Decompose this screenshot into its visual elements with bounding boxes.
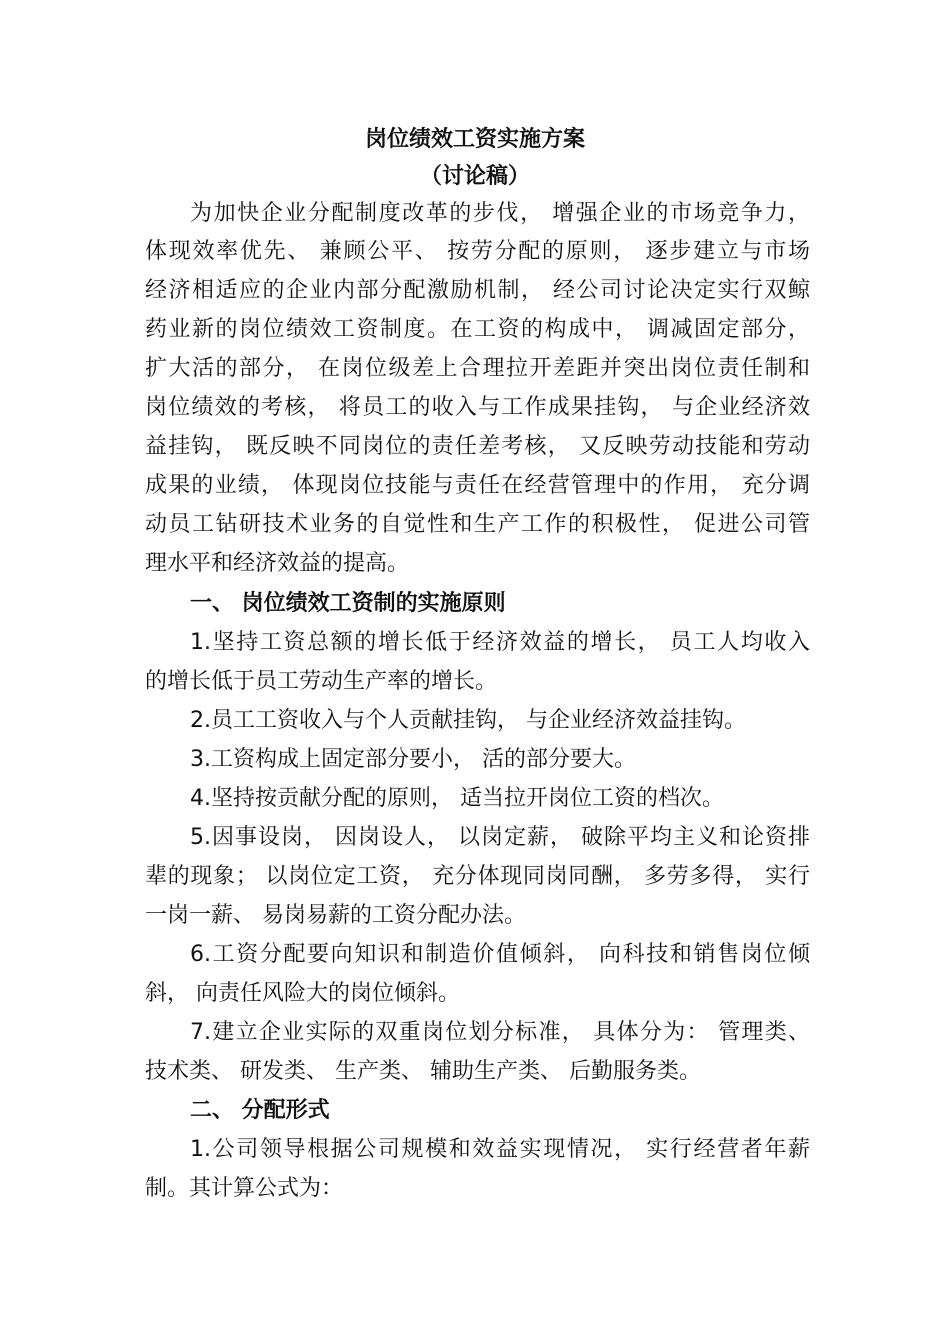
- principle-item: 1.坚持工资总额的增长低于经济效益的增长， 员工人均收入: [190, 630, 810, 655]
- principle-item: 2.员工工资收入与个人贡献挂钩， 与企业经济效益挂钩。: [190, 708, 746, 733]
- document-subtitle: （讨论稿）: [419, 164, 530, 189]
- principle-item: 技术类、 研发类、 生产类、 辅助生产类、 后勤服务类。: [145, 1059, 701, 1084]
- intro-line: 动员工钻研技术业务的自觉性和生产工作的积极性， 促进公司管: [145, 512, 810, 537]
- intro-line: 成果的业绩， 体现岗位技能与责任在经营管理中的作用， 充分调: [145, 473, 810, 498]
- intro-line: 扩大活的部分， 在岗位级差上合理拉开差距并突出岗位责任制和: [145, 356, 810, 381]
- principle-item: 7.建立企业实际的双重岗位划分标准， 具体分为： 管理类、: [190, 1020, 810, 1045]
- intro-line: 益挂钩， 既反映不同岗位的责任差考核， 又反映劳动技能和劳动: [145, 434, 810, 459]
- principle-item: 3.工资构成上固定部分要小， 活的部分要大。: [190, 747, 636, 772]
- intro-line: 药业新的岗位绩效工资制度。在工资的构成中， 调减固定部分，: [145, 317, 810, 342]
- intro-line: 理水平和经济效益的提高。: [145, 551, 410, 576]
- distribution-item: 制。其计算公式为：: [145, 1176, 344, 1201]
- principle-item: 斜， 向责任风险大的岗位倾斜。: [145, 981, 460, 1006]
- intro-line: 为加快企业分配制度改革的步伐， 增强企业的市场竞争力，: [190, 201, 810, 226]
- section-heading: 二、 分配形式: [190, 1098, 330, 1123]
- principle-item: 4.坚持按贡献分配的原则， 适当拉开岗位工资的档次。: [190, 786, 724, 811]
- principle-item: 6.工资分配要向知识和制造价值倾斜， 向科技和销售岗位倾: [190, 942, 810, 967]
- document-title: 岗位绩效工资实施方案: [364, 127, 585, 152]
- principle-item: 辈的现象； 以岗位定工资， 充分体现同岗同酬， 多劳多得， 实行: [145, 864, 810, 889]
- principle-item: 5.因事设岗， 因岗设人， 以岗定薪， 破除平均主义和论资排: [190, 825, 810, 850]
- intro-line: 岗位绩效的考核， 将员工的收入与工作成果挂钩， 与企业经济效: [145, 395, 810, 420]
- intro-line: 经济相适应的企业内部分配激励机制， 经公司讨论决定实行双鲸: [145, 278, 810, 303]
- distribution-item: 1.公司领导根据公司规模和效益实现情况， 实行经营者年薪: [190, 1137, 810, 1162]
- principle-item: 的增长低于员工劳动生产率的增长。: [145, 669, 498, 694]
- section-heading: 一、 岗位绩效工资制的实施原则: [190, 591, 506, 616]
- principle-item: 一岗一薪、 易岗易薪的工资分配办法。: [145, 903, 526, 928]
- intro-line: 体现效率优先、 兼顾公平、 按劳分配的原则， 逐步建立与市场: [145, 239, 810, 264]
